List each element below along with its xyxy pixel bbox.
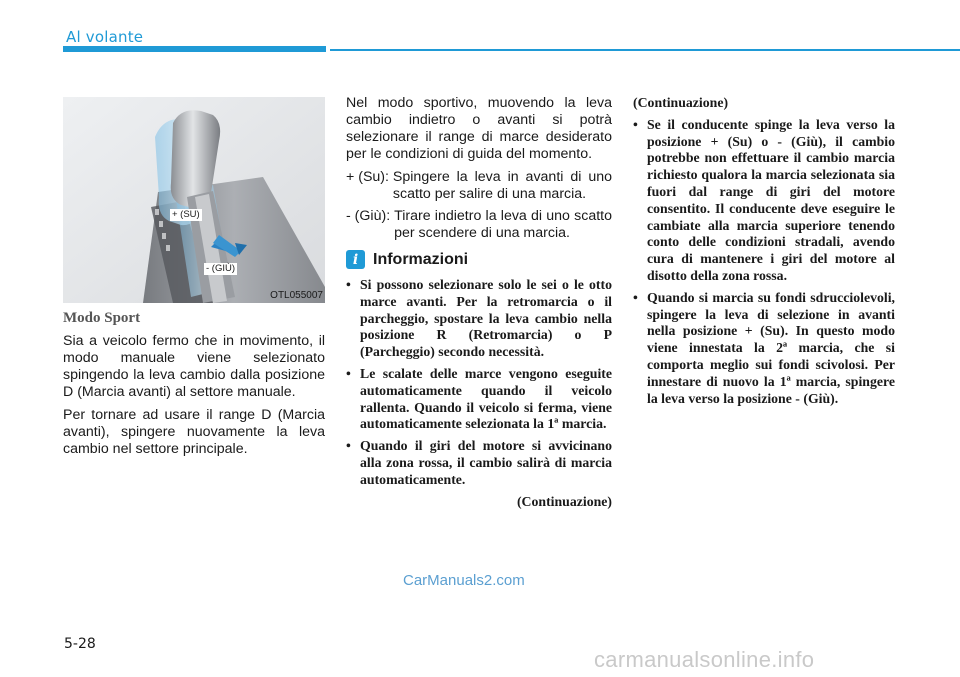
paragraph: Per tornare ad usare il range D (Marcia avanti), spingere nuovamente la leva cambio nel settore principale. bbox=[63, 407, 325, 457]
paragraph: Sia a veicolo fermo che in movimento, il modo manuale viene selezionato spingendo la leva cambio dalla posizione D (Marcia avanti) al settore manuale. bbox=[63, 333, 325, 400]
middle-column bbox=[346, 95, 612, 510]
list-item bbox=[346, 277, 612, 361]
item-text: Spingere la leva in avanti di uno scatto per salire di una marcia. bbox=[392, 169, 612, 202]
bullet-icon: • bbox=[633, 116, 638, 132]
header-rule-thick bbox=[63, 46, 326, 52]
subheading-modo-sport: Modo Sport bbox=[63, 310, 141, 326]
bullet-icon: • bbox=[346, 365, 351, 381]
bullet-text: Quando si marcia su fondi sdrucciolevoli, spingere la leva di selezione in avanti nella posizione + (Su). In questo modo viene innestata la 2ª marcia, che si comporta meglio sui fondi scivolosi. Per innestare di nuovo la 1ª marcia, spingere la leva verso la posizione - (Giù). bbox=[647, 289, 895, 406]
shift-up-label: + (SU) bbox=[172, 209, 200, 220]
bullet-icon: • bbox=[346, 277, 351, 292]
bullet-text: Le scalate delle marce vengono eseguite automaticamente quando il veicolo rallenta. Quando il veicolo si ferma, viene automaticamente selezionata la 1ª marcia. bbox=[360, 365, 612, 432]
info-heading bbox=[346, 250, 612, 269]
list-item bbox=[346, 169, 612, 203]
list-item bbox=[346, 438, 612, 488]
gear-shift-figure bbox=[63, 97, 325, 303]
right-column bbox=[633, 95, 895, 412]
bullet-icon: • bbox=[633, 289, 638, 305]
left-column bbox=[63, 310, 325, 464]
item-text: Tirare indietro la leva di uno scatto per scendere di una marcia. bbox=[394, 208, 612, 241]
bullet-text: Quando il giri del motore si avvicinano alla zona rossa, il cambio salirà di marcia automaticamente. bbox=[360, 438, 612, 487]
gear-lever-illustration bbox=[63, 97, 325, 303]
header-rule-thin bbox=[330, 49, 960, 51]
footer-watermark: carmanualsonline.info bbox=[594, 647, 815, 672]
info-icon: i bbox=[346, 250, 365, 269]
figure-code: OTL055007 bbox=[270, 290, 323, 301]
bullet-text: Si possono selezionare solo le sei o le otto marce avanti. Per la retromarcia o il parcheggio, spostare la leva cambio nella posizione R (Retromarcia) o P (Parcheggio) secondo necessità. bbox=[360, 277, 612, 360]
section-title: Al volante bbox=[66, 28, 144, 46]
list-item bbox=[633, 290, 895, 408]
item-key: + (Su): bbox=[346, 169, 393, 185]
bullet-icon: • bbox=[346, 438, 351, 454]
item-key: - (Giù): bbox=[346, 208, 395, 224]
continued-note: (Continuazione) bbox=[516, 493, 612, 509]
list-item bbox=[346, 366, 612, 433]
shift-down-label: - (GIÙ) bbox=[206, 263, 236, 274]
paragraph: Nel modo sportivo, muovendo la leva cambio indietro o avanti si potrà selezionare il range di marce desiderato per le condizioni di guida del momento. bbox=[346, 95, 612, 162]
watermark-link[interactable]: CarManuals2.com bbox=[403, 572, 525, 589]
list-item bbox=[346, 208, 612, 242]
list-item bbox=[633, 117, 895, 285]
bullet-text: Se il conducente spinge la leva verso la posizione + (Su) o - (Giù), il cambio potrebbe non effettuare il cambio marcia richiesto qualora la marcia selezionata sia fuori dal range di giri del motore consentito. Il conducente deve eseguire le cambiate alla marcia superiore tenendo conto delle condizioni stradali, avendo cura di mantenere i giri del motore al disotto della zona rossa. bbox=[647, 116, 895, 283]
info-title: Informazioni bbox=[373, 250, 469, 268]
page-number: 5-28 bbox=[64, 636, 96, 652]
continued-heading: (Continuazione) bbox=[633, 95, 729, 110]
